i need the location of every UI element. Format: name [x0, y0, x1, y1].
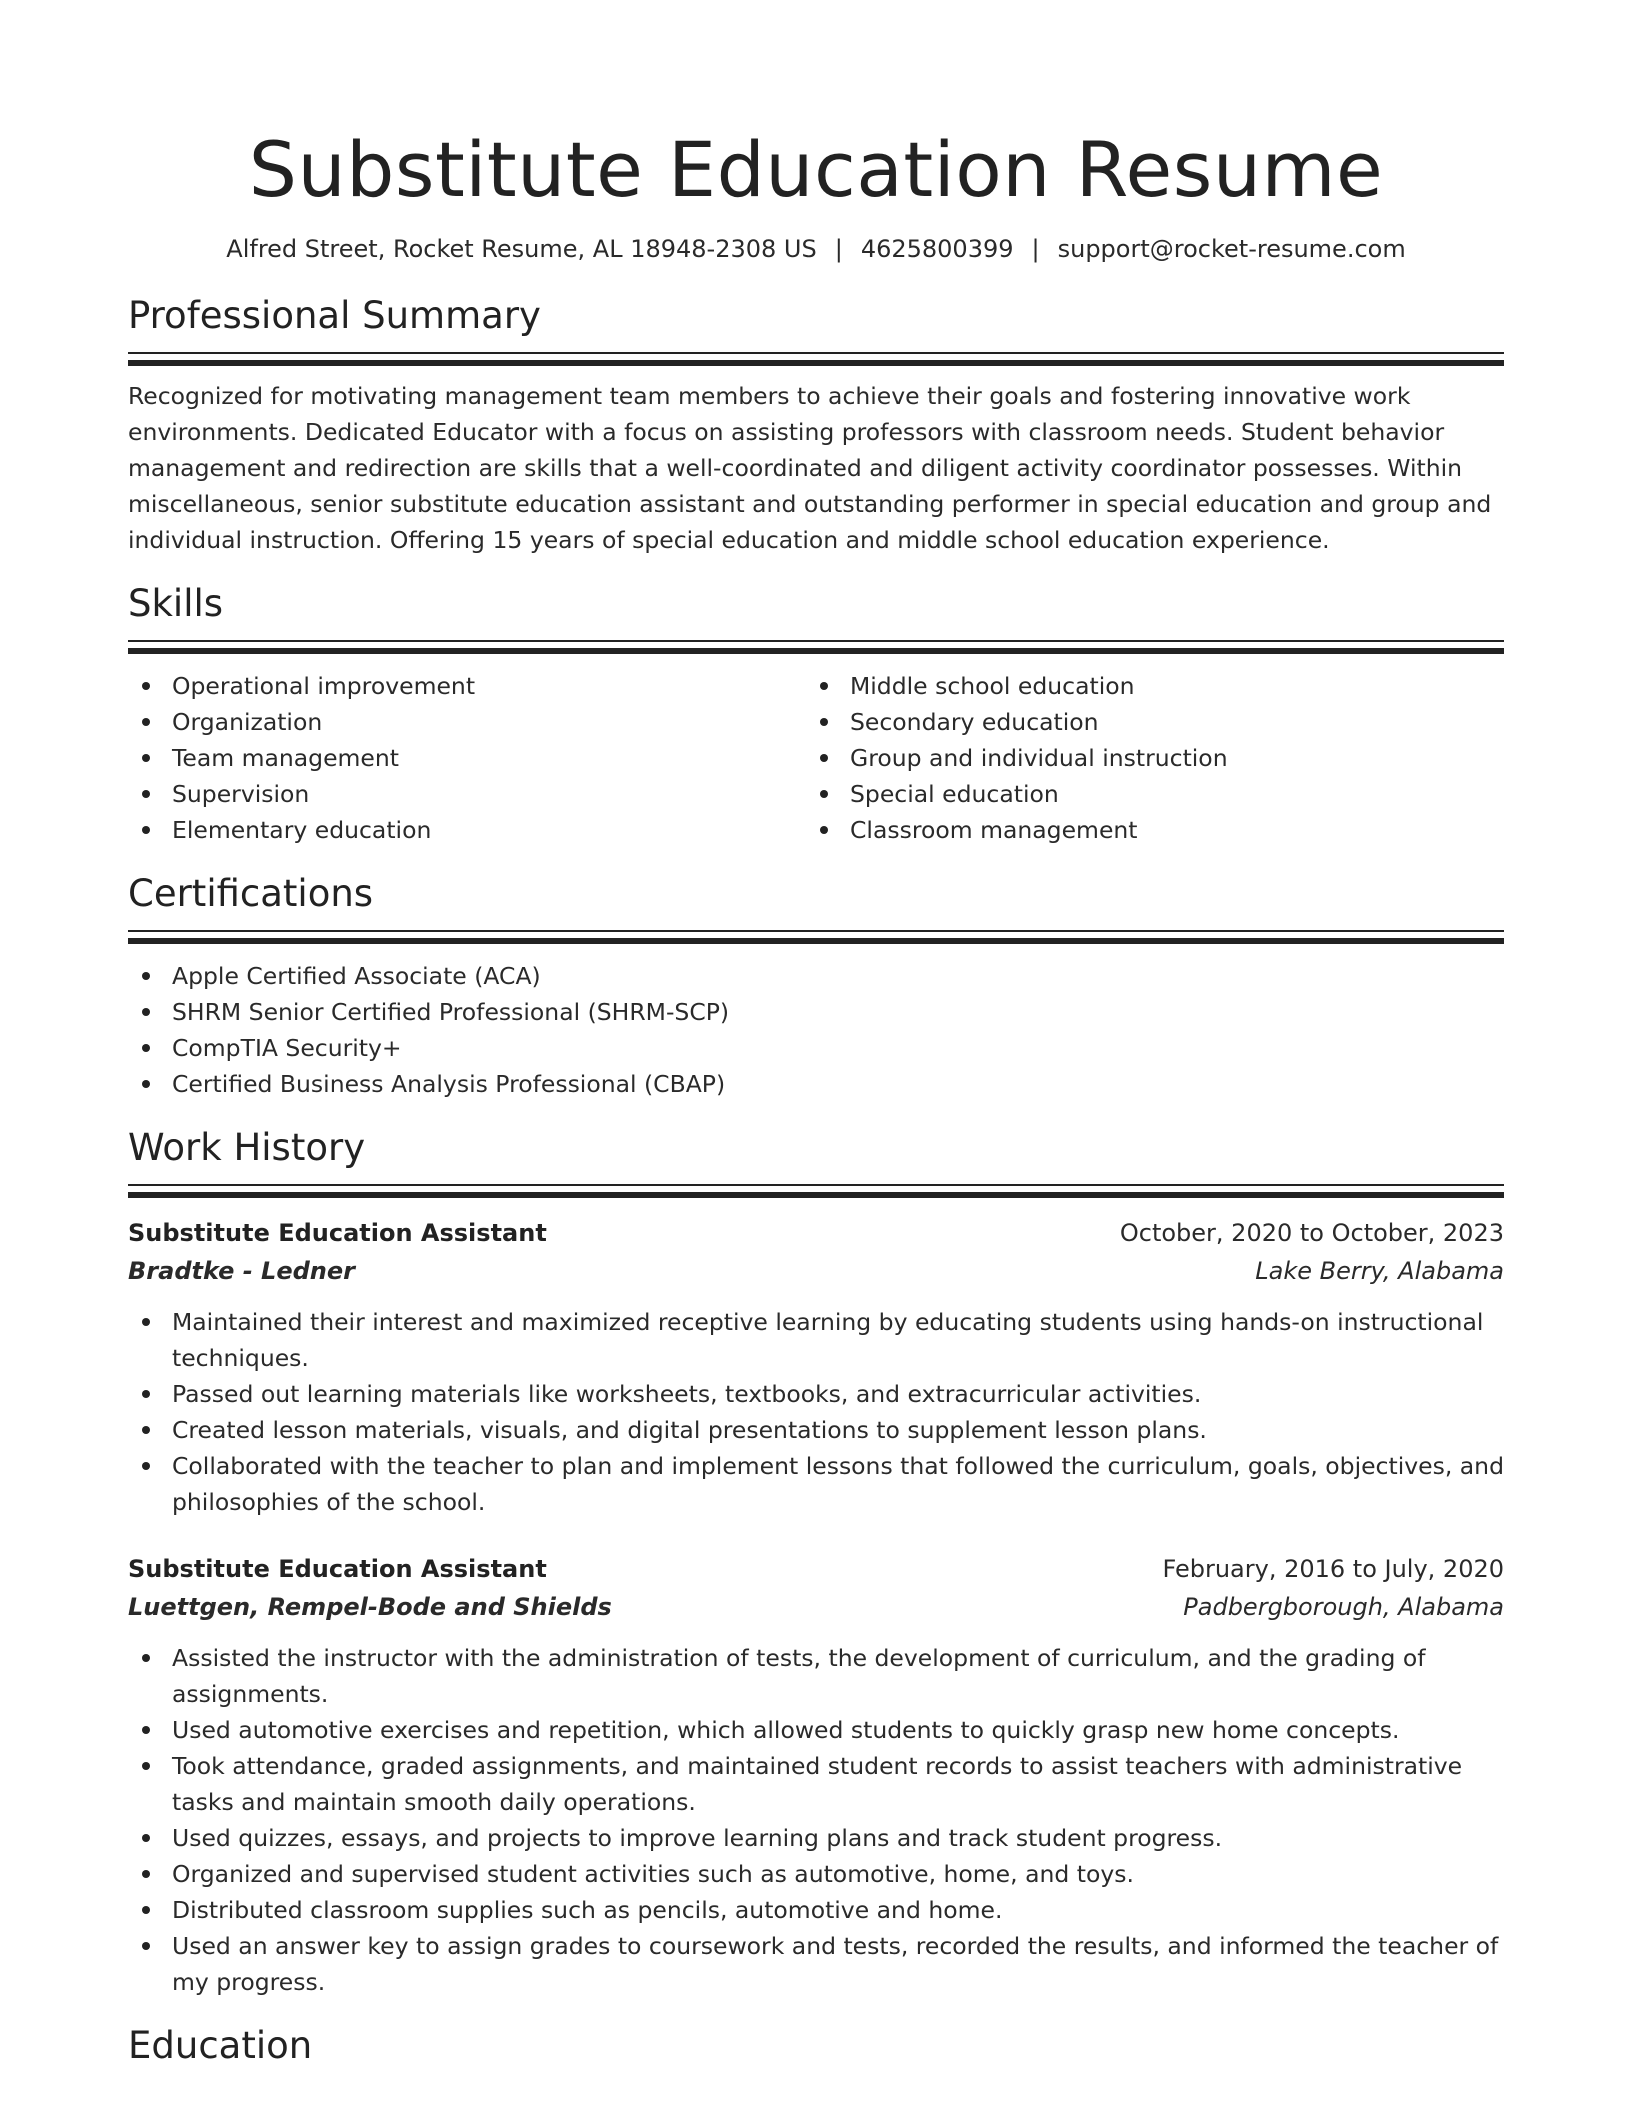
- bullet-icon: [820, 754, 828, 762]
- bullet-icon: [142, 972, 150, 980]
- skills-section: [128, 580, 1504, 848]
- job-dates: February, 2016 to July, 2020: [1162, 1555, 1504, 1583]
- list-item: Used an answer key to assign grades to coursework and tests, recorded the results, and informed the teacher of my progress.: [128, 1928, 1504, 2000]
- bullet-icon: [142, 682, 150, 690]
- bullet-icon: [142, 1726, 150, 1734]
- list-item: Passed out learning materials like worksheets, textbooks, and extracurricular activities.: [128, 1376, 1504, 1412]
- job-location: Lake Berry, Alabama: [1255, 1257, 1504, 1285]
- bullet-icon: [142, 718, 150, 726]
- contact-line: [128, 232, 1504, 266]
- bullet-icon: [820, 826, 828, 834]
- certifications-section: [128, 870, 1504, 1102]
- list-item: Classroom management: [806, 812, 1484, 848]
- bullet-icon: [142, 1080, 150, 1088]
- skills-list-right: [806, 668, 1484, 848]
- bullet-icon: [820, 718, 828, 726]
- certifications-list: [128, 958, 1504, 1102]
- section-heading-skills: Skills: [128, 582, 224, 625]
- contact-separator: |: [1031, 235, 1040, 263]
- bullet-icon: [820, 682, 828, 690]
- job-duties-list: [128, 1640, 1504, 2000]
- list-item: Certified Business Analysis Professional (CBAP): [128, 1066, 1504, 1102]
- contact-phone: 4625800399: [860, 235, 1014, 263]
- education-section: [128, 2022, 1504, 2070]
- section-heading-work-history: Work History: [128, 1126, 366, 1169]
- section-divider: [128, 1184, 1504, 1198]
- contact-address: Alfred Street, Rocket Resume, AL 18948-2308 US: [226, 235, 817, 263]
- job-title: Substitute Education Assistant: [128, 1219, 547, 1247]
- list-item: Apple Certified Associate (ACA): [128, 958, 1504, 994]
- list-item: Operational improvement: [128, 668, 806, 704]
- job-title: Substitute Education Assistant: [128, 1555, 547, 1583]
- bullet-icon: [142, 1834, 150, 1842]
- bullet-icon: [142, 754, 150, 762]
- resume-title: Substitute Education Resume: [248, 125, 1384, 214]
- skills-list-left: [128, 668, 806, 848]
- resume-page: [128, 0, 1504, 2070]
- contact-separator: |: [834, 235, 843, 263]
- job-duties-list: [128, 1304, 1504, 1520]
- bullet-icon: [142, 1426, 150, 1434]
- list-item: Assisted the instructor with the administration of tests, the development of curriculum, and the grading of assignments.: [128, 1640, 1504, 1712]
- bullet-icon: [142, 1462, 150, 1470]
- list-item: Distributed classroom supplies such as pencils, automotive and home.: [128, 1892, 1504, 1928]
- job-subheader: [128, 1252, 1504, 1290]
- contact-email[interactable]: support@rocket-resume.com: [1057, 235, 1406, 263]
- list-item: Special education: [806, 776, 1484, 812]
- bullet-icon: [142, 1318, 150, 1326]
- list-item: Middle school education: [806, 668, 1484, 704]
- list-item: Group and individual instruction: [806, 740, 1484, 776]
- bullet-icon: [142, 1870, 150, 1878]
- section-heading-education: Education: [128, 2024, 313, 2067]
- work-history-section: [128, 1124, 1504, 2000]
- job-header: [128, 1214, 1504, 1252]
- list-item: Used automotive exercises and repetition, which allowed students to quickly grasp new home concepts.: [128, 1712, 1504, 1748]
- list-item: Organized and supervised student activities such as automotive, home, and toys.: [128, 1856, 1504, 1892]
- list-item: Collaborated with the teacher to plan and implement lessons that followed the curriculum, goals, objectives, and philosophies of the school.: [128, 1448, 1504, 1520]
- list-item: Supervision: [128, 776, 806, 812]
- section-divider: [128, 640, 1504, 654]
- section-divider: [128, 930, 1504, 944]
- list-item: SHRM Senior Certified Professional (SHRM-SCP): [128, 994, 1504, 1030]
- job-subheader: [128, 1588, 1504, 1626]
- bullet-icon: [142, 1942, 150, 1950]
- bullet-icon: [820, 790, 828, 798]
- list-item: Organization: [128, 704, 806, 740]
- bullet-icon: [142, 1654, 150, 1662]
- section-heading-certifications: Certifications: [128, 872, 374, 915]
- list-item: Secondary education: [806, 704, 1484, 740]
- bullet-icon: [142, 790, 150, 798]
- bullet-icon: [142, 1008, 150, 1016]
- bullet-icon: [142, 826, 150, 834]
- bullet-icon: [142, 1906, 150, 1914]
- job-dates: October, 2020 to October, 2023: [1119, 1219, 1504, 1247]
- job-entry: [128, 1214, 1504, 1520]
- list-item: Elementary education: [128, 812, 806, 848]
- bullet-icon: [142, 1390, 150, 1398]
- list-item: Used quizzes, essays, and projects to improve learning plans and track student progress.: [128, 1820, 1504, 1856]
- section-divider: [128, 352, 1504, 366]
- bullet-icon: [142, 1762, 150, 1770]
- job-header: [128, 1550, 1504, 1588]
- list-item: CompTIA Security+: [128, 1030, 1504, 1066]
- skills-grid: [128, 668, 1504, 848]
- list-item: Created lesson materials, visuals, and digital presentations to supplement lesson plans.: [128, 1412, 1504, 1448]
- summary-section: [128, 292, 1504, 558]
- job-entry: [128, 1550, 1504, 2000]
- job-location: Padbergborough, Alabama: [1183, 1593, 1504, 1621]
- list-item: Took attendance, graded assignments, and maintained student records to assist teachers with administrative tasks and maintain smooth daily operations.: [128, 1748, 1504, 1820]
- section-heading-summary: Professional Summary: [128, 294, 541, 337]
- list-item: Team management: [128, 740, 806, 776]
- summary-text: Recognized for motivating management team members to achieve their goals and fostering innovative work environments. Dedicated Educator with a focus on assisting professors with classroom needs. Student behavior management and redirection are skills that a well-coordinated and diligent activity coordinator possesses. Within miscellaneous, senior substitute education assistant and outstanding performer in special education and group and individual instruction. Offering 15 years of special education and middle school education experience.: [128, 382, 1492, 554]
- job-company: Bradtke - Ledner: [128, 1257, 355, 1285]
- job-company: Luettgen, Rempel-Bode and Shields: [128, 1593, 612, 1621]
- list-item: Maintained their interest and maximized receptive learning by educating students using hands-on instructional techniques.: [128, 1304, 1504, 1376]
- bullet-icon: [142, 1044, 150, 1052]
